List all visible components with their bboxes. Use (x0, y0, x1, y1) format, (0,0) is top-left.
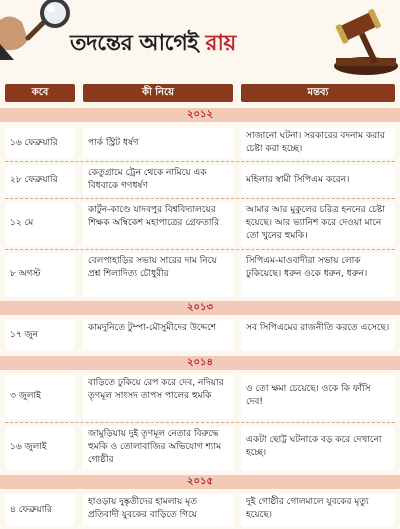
row-remark: ও তো ক্ষমা চেয়েছে। ওকে কি ফাঁসি দেব! (241, 375, 395, 419)
row-remark: সিপিএম-মাওবাদীরা সভায় লোক ঢুকিয়েছে। ধরুন ওকে ধরুন, ধরুন। (241, 253, 395, 297)
year-band: ২০১৫ (0, 475, 400, 489)
year-band: ২০১২ (0, 108, 400, 122)
row-date: ৮ অগস্ট (5, 253, 75, 297)
row-remark: আমার আর মুকুলের চরিত্র হননের চেষ্টা হয়েছে। আর ভ্যানিশ করে দেওয়া মানে তো খুনের হুমকি। (241, 202, 395, 246)
row-date: ৪ ফেব্রুয়ারি (5, 494, 75, 526)
row-topic: হাওড়ায় দুষ্কৃতীদের হামলায় মৃত প্রতিবাদী যুবকের বাড়িতে গিয়ে (83, 494, 233, 526)
row-topic: বাড়িতে ঢুকিয়ে রেপ করে দেব, নদিয়ার তৃণমূল সাংসদ তাপস পালের হুমকি (83, 375, 233, 419)
year-band: ২০১৩ (0, 301, 400, 315)
row-remark: একটা ছোট্ট ঘটনাকে বড় করে দেখানো হচ্ছে। (241, 426, 395, 470)
row-topic: কেতুগ্রামে ট্রেন থেকে নামিয়ে এক বিধবাকে গণধর্ষণ (83, 165, 233, 195)
gavel-icon (310, 0, 400, 78)
row-remark: সাজানো ঘটনা। সরকারের বদনাম করার চেষ্টা করা হচ্ছে। (241, 128, 395, 158)
year-band: ২০১৪ (0, 356, 400, 370)
row-date: ১৬ জুলাই (5, 426, 75, 470)
row-remark: সব সিপিএমের রাজনীতি করতে এসেছে। (241, 320, 395, 350)
column-header-about: কী নিয়ে (83, 84, 233, 102)
header (0, 0, 400, 78)
row-remark: দুই গোষ্ঠীর গোলমালে যুবকের মৃত্যু হয়েছে। (241, 494, 395, 526)
row-remark: মহিলার স্বামী সিপিএম করেন। (241, 165, 395, 195)
column-header-remark: মন্তব্য (241, 84, 395, 102)
row-divider (5, 198, 395, 199)
row-divider (5, 249, 395, 250)
row-date: ২৮ ফেব্রুয়ারি (5, 165, 75, 195)
row-topic: বেলপাহাড়ির সভায় সারের দাম নিয়ে প্রশ্ন শিলাদিত্য চৌধুরীর (83, 253, 233, 297)
row-topic: পার্ক স্ট্রিট ধর্ষণ (83, 128, 233, 158)
row-date: ৩ জুলাই (5, 375, 75, 419)
row-topic: কার্টুন-কাণ্ডে যাদবপুর বিশ্ববিদ্যালয়ের শিক্ষক অম্বিকেশ মহাপাত্রের গ্রেফতারি (83, 202, 233, 246)
row-date: ১২ মে (5, 202, 75, 246)
page-title (70, 26, 320, 63)
row-topic: কামদুনিতে টুম্পা-মৌসুমীদের উদ্দেশে (83, 320, 233, 350)
row-divider (5, 422, 395, 423)
row-date: ১৬ ফেব্রুয়ারি (5, 128, 75, 158)
row-date: ১৭ জুন (5, 320, 75, 350)
title-main: তদন্তের আগেই (70, 31, 206, 56)
row-divider (5, 161, 395, 162)
column-header-when: কবে (5, 84, 75, 102)
row-topic: জামুড়িয়ায় দুই তৃণমূল নেতার বিরুদ্ধে হুমকি ও তোলাবাজির অভিযোগ শ্যাম গোষ্ঠীর (83, 426, 233, 470)
magnifying-glass-icon (0, 0, 80, 60)
title-accent: রায় (205, 31, 236, 56)
